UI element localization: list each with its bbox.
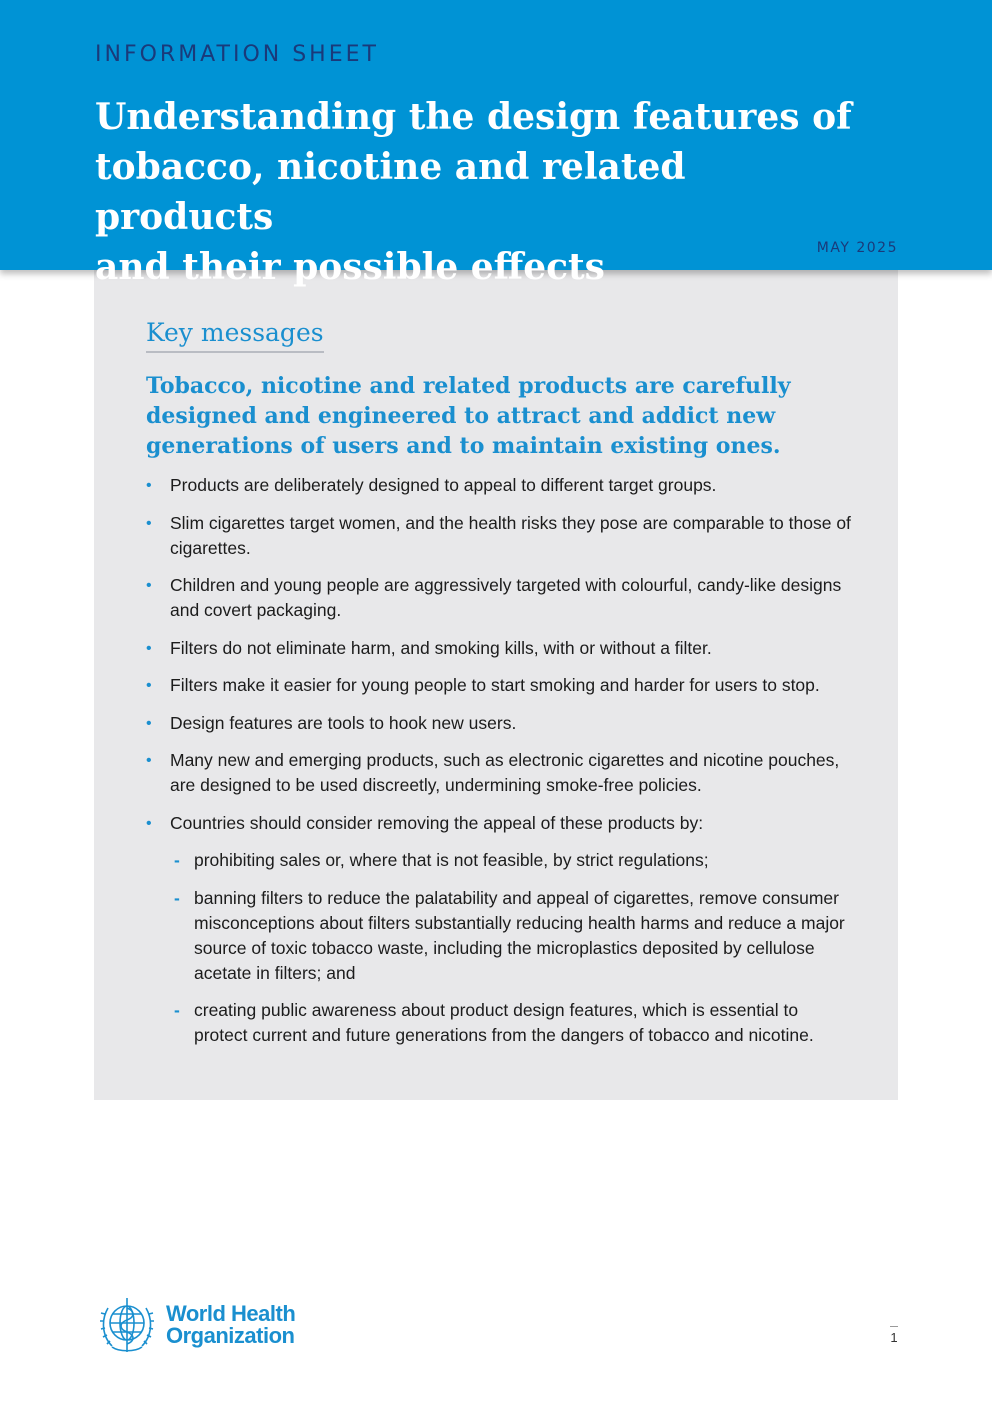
header-banner <box>0 0 992 288</box>
key-messages-lead: Tobacco, nicotine and related products are carefully designed and engineered to attract and addict new generations of users and to maintain existing ones. <box>146 373 791 459</box>
list-item-text: Many new and emerging products, such as electronic cigarettes and nicotine pouches, are designed to be used discreetly, undermining smoke-free policies. <box>170 750 840 795</box>
bullet-icon: • <box>146 639 152 657</box>
sub-list-item <box>170 886 856 986</box>
list-item <box>146 473 856 498</box>
recommendations-sublist <box>170 848 856 1048</box>
key-messages-box <box>94 270 898 1100</box>
who-name <box>166 1303 295 1347</box>
publication-date: MAY 2025 <box>816 240 898 256</box>
list-item <box>146 511 856 561</box>
list-item <box>146 673 856 698</box>
sub-list-item-text: banning filters to reduce the palatability and appeal of cigarettes, remove consumer misconceptions about filters substantially reducing health harms and reduce a major source of toxic tobacco waste, including the microplastics deposited by cellulose acetate in filters; and <box>194 887 845 983</box>
key-messages-heading: Key messages <box>146 318 324 353</box>
who-name-line-2: Organization <box>166 1323 295 1348</box>
title-line-2: tobacco, nicotine and related products <box>95 146 686 238</box>
list-item <box>146 573 856 623</box>
dash-icon: - <box>174 850 180 870</box>
who-emblem-icon <box>94 1294 160 1356</box>
sub-list-item-text: creating public awareness about product design features, which is essential to protect current and future generations from the dangers of tobacco and nicotine. <box>194 1000 814 1045</box>
bullet-icon: • <box>146 577 152 594</box>
sub-list-item <box>170 848 856 873</box>
who-logo <box>94 1294 295 1356</box>
sub-list-item <box>170 998 856 1048</box>
list-item-text: Slim cigarettes target women, and the health risks they pose are comparable to those of cigarettes. <box>170 512 851 558</box>
page-number-rule <box>890 1326 898 1327</box>
bullet-icon: • <box>146 677 152 694</box>
list-item <box>146 748 856 798</box>
who-name-line-1: World Health <box>166 1301 296 1326</box>
bullet-icon: • <box>146 514 152 532</box>
list-item-text: Countries should consider removing the appeal of these products by: <box>170 812 704 833</box>
page-number: 1 <box>890 1330 898 1345</box>
list-item-text: Children and young people are aggressively targeted with colourful, candy-like designs and covert packaging. <box>170 575 842 620</box>
list-item <box>146 711 856 736</box>
list-item-text: Filters make it easier for young people to start smoking and harder for users to stop. <box>170 675 820 695</box>
document-title <box>95 92 875 292</box>
dash-icon: - <box>174 887 180 908</box>
bullet-icon: • <box>146 477 152 494</box>
key-messages-list <box>146 473 856 1061</box>
list-item <box>146 811 856 1049</box>
title-line-3: and their possible effects <box>95 246 605 288</box>
bullet-icon: • <box>146 814 152 832</box>
title-line-1: Understanding the design features of <box>95 96 852 138</box>
list-item-text: Filters do not eliminate harm, and smoking kills, with or without a filter. <box>170 637 712 658</box>
bullet-icon: • <box>146 752 152 769</box>
dash-icon: - <box>174 1000 180 1020</box>
list-item-text: Design features are tools to hook new users. <box>170 712 517 733</box>
list-item-text: Products are deliberately designed to appeal to different target groups. <box>170 475 717 495</box>
document-type-label: INFORMATION SHEET <box>95 42 379 67</box>
sub-list-item-text: prohibiting sales or, where that is not feasible, by strict regulations; <box>194 850 709 870</box>
list-item <box>146 636 856 661</box>
bullet-icon: • <box>146 714 152 732</box>
